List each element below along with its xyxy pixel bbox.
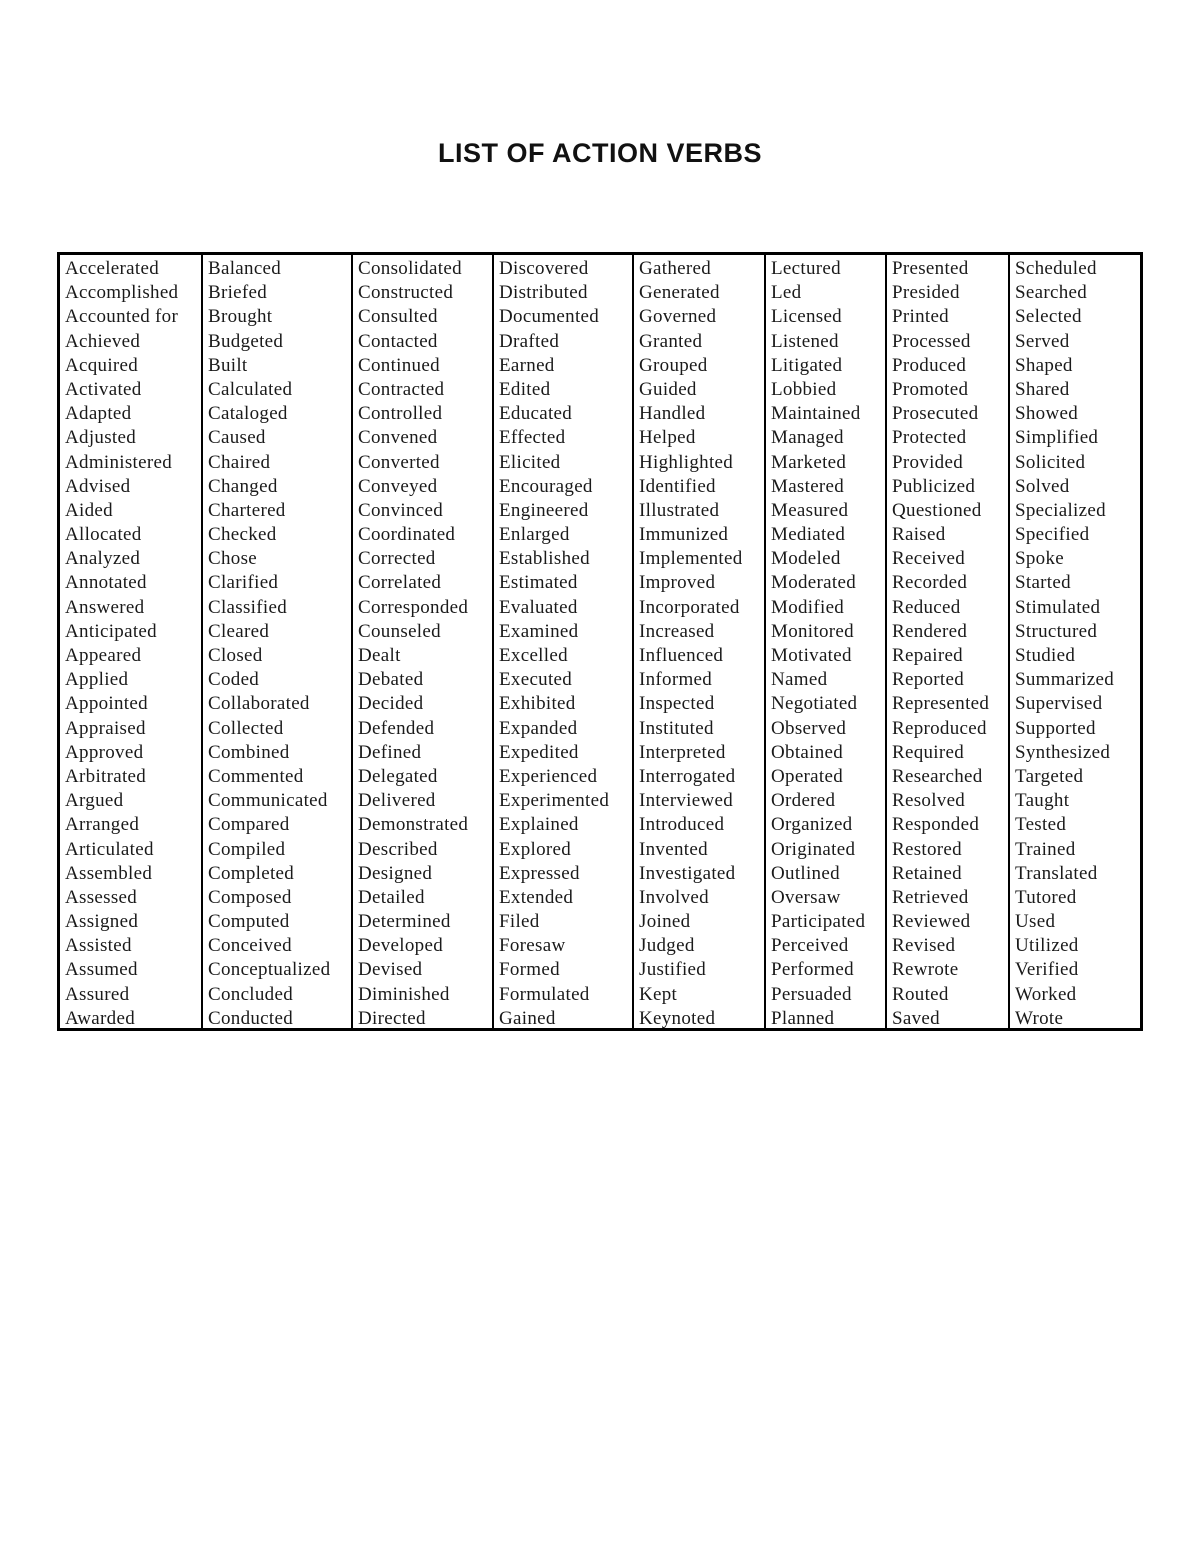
verb-item: Assessed [65, 886, 138, 908]
verb-item: Defined [358, 741, 422, 763]
verb-item: Negotiated [771, 693, 858, 715]
verb-item: Prosecuted [892, 403, 979, 425]
verb-item: Marketed [771, 451, 847, 473]
verb-item: Directed [358, 1007, 426, 1028]
verb-item: Clarified [208, 572, 279, 594]
verb-item: Acquired [65, 354, 139, 376]
verb-item: Improved [639, 572, 716, 594]
verb-item: Wrote [1015, 1007, 1064, 1028]
verb-item: Kept [639, 983, 678, 1005]
verb-item: Completed [208, 862, 295, 884]
verb-item: Trained [1015, 838, 1076, 860]
verb-item: Instituted [639, 717, 714, 739]
verb-item: Distributed [499, 282, 588, 304]
verb-item: Provided [892, 451, 964, 473]
verb-item: Convinced [358, 499, 444, 521]
verb-item: Checked [208, 524, 277, 546]
verb-item: Interrogated [639, 765, 736, 787]
verb-item: Observed [771, 717, 847, 739]
verb-item: Applied [65, 669, 129, 691]
verb-item: Edited [499, 378, 551, 400]
verb-item: Judged [639, 935, 695, 957]
verb-item: Questioned [892, 499, 982, 521]
verb-item: Specialized [1015, 499, 1106, 521]
verb-item: Repaired [892, 645, 963, 666]
verb-item: Saved [892, 1007, 940, 1028]
verb-item: Rendered [892, 620, 968, 642]
verb-item: Reviewed [892, 911, 971, 933]
verb-item: Demonstrated [358, 814, 469, 836]
verb-item: Required [892, 741, 965, 763]
verb-column-5 [634, 255, 766, 1028]
verb-item: Searched [1015, 282, 1088, 304]
verb-item: Evaluated [499, 596, 578, 618]
verb-column-4 [494, 255, 634, 1028]
verb-item: Immunized [639, 524, 729, 546]
verb-item: Moderated [771, 572, 856, 594]
verb-item: Specified [1015, 524, 1090, 546]
verb-item: Arbitrated [65, 765, 147, 787]
verb-item: Compiled [208, 838, 286, 860]
verb-item: Converted [358, 451, 440, 473]
verb-item: Presented [892, 258, 969, 279]
verb-item: Earned [499, 354, 555, 376]
verb-item: Selected [1015, 306, 1082, 328]
verb-item: Consulted [358, 306, 438, 328]
page-title: LIST OF ACTION VERBS [437, 138, 762, 168]
verb-item: Identified [639, 475, 716, 497]
verb-item: Synthesized [1015, 741, 1111, 763]
verb-item: Consolidated [358, 258, 462, 279]
verb-item: Filed [499, 911, 540, 933]
verb-item: Exhibited [499, 693, 576, 715]
verb-item: Drafted [499, 330, 560, 352]
verb-item: Appointed [65, 693, 148, 715]
verb-item: Contacted [358, 330, 438, 352]
verb-item: Devised [358, 959, 423, 981]
verb-item: Retained [892, 862, 962, 884]
verb-item: Motivated [771, 645, 852, 666]
verb-item: Modeled [771, 548, 841, 570]
verb-item: Arranged [65, 814, 140, 836]
verb-item: Engineered [499, 499, 589, 521]
verb-item: Advised [65, 475, 131, 497]
verb-item: Incorporated [639, 596, 740, 618]
verb-item: Presided [892, 282, 960, 304]
verb-item: Explored [499, 838, 572, 860]
verb-item: Influenced [639, 645, 724, 666]
verb-item: Accelerated [65, 258, 160, 279]
verb-item: Brought [208, 306, 273, 328]
verb-item: Publicized [892, 475, 976, 497]
verb-item: Modified [771, 596, 845, 618]
verb-column-3 [353, 255, 494, 1028]
verb-item: Recorded [892, 572, 968, 594]
verb-item: Showed [1015, 403, 1079, 425]
verb-item: Supervised [1015, 693, 1103, 715]
verb-item: Calculated [208, 378, 293, 400]
verb-item: Diminished [358, 983, 450, 1005]
verb-column-8 [1010, 255, 1140, 1028]
verb-item: Performed [771, 959, 854, 981]
verb-item: Educated [499, 403, 573, 425]
verb-item: Constructed [358, 282, 454, 304]
verb-item: Reproduced [892, 717, 987, 739]
verb-item: Informed [639, 669, 713, 691]
verb-item: Corrected [358, 548, 436, 570]
verb-item: Grouped [639, 354, 708, 376]
action-verb-table [57, 252, 1143, 1031]
verb-item: Joined [639, 911, 691, 933]
verb-item: Received [892, 548, 966, 570]
verb-item: Briefed [208, 282, 268, 304]
verb-column-1 [60, 255, 203, 1028]
verb-item: Built [208, 354, 248, 376]
verb-item: Classified [208, 596, 287, 618]
verb-item: Interviewed [639, 790, 734, 812]
verb-item: Perceived [771, 935, 849, 957]
verb-item: Controlled [358, 403, 443, 425]
verb-item: Delivered [358, 790, 436, 812]
verb-item: Managed [771, 427, 844, 449]
verb-item: Rewrote [892, 959, 959, 981]
verb-item: Organized [771, 814, 853, 836]
verb-item: Answered [65, 596, 145, 618]
verb-item: Implemented [639, 548, 743, 570]
verb-item: Illustrated [639, 499, 720, 521]
verb-item: Computed [208, 911, 290, 933]
verb-item: Extended [499, 886, 574, 908]
verb-item: Solicited [1015, 451, 1086, 473]
verb-item: Established [499, 548, 590, 570]
verb-item: Investigated [639, 862, 736, 884]
verb-item: Assured [65, 983, 130, 1005]
verb-item: Allocated [65, 524, 142, 546]
verb-item: Lobbied [771, 378, 837, 400]
verb-item: Shaped [1015, 354, 1073, 376]
verb-item: Analyzed [65, 548, 141, 570]
verb-item: Communicated [208, 790, 328, 812]
verb-item: Closed [208, 645, 263, 666]
verb-item: Coordinated [358, 524, 456, 546]
verb-item: Shared [1015, 378, 1070, 400]
verb-item: Taught [1015, 790, 1070, 812]
verb-item: Assumed [65, 959, 138, 981]
verb-item: Involved [639, 886, 709, 908]
verb-item: Licensed [771, 306, 842, 328]
verb-item: Changed [208, 475, 278, 497]
verb-item: Accomplished [65, 282, 179, 304]
verb-item: Detailed [358, 886, 425, 908]
verb-item: Experienced [499, 765, 598, 787]
verb-item: Stimulated [1015, 596, 1101, 618]
verb-item: Obtained [771, 741, 844, 763]
verb-item: Achieved [65, 330, 141, 352]
verb-item: Annotated [65, 572, 147, 594]
verb-item: Generated [639, 282, 720, 304]
verb-item: Aided [65, 499, 113, 521]
verb-item: Printed [892, 306, 949, 328]
verb-item: Approved [65, 741, 144, 763]
verb-item: Encouraged [499, 475, 593, 497]
verb-item: Conveyed [358, 475, 438, 497]
verb-item: Assisted [65, 935, 132, 957]
verb-item: Caused [208, 427, 266, 449]
verb-item: Collected [208, 717, 284, 739]
verb-item: Foresaw [499, 935, 566, 957]
verb-item: Experimented [499, 790, 610, 812]
verb-item: Studied [1015, 645, 1076, 666]
verb-item: Decided [358, 693, 424, 715]
verb-item: Explained [499, 814, 579, 836]
verb-item: Listened [771, 330, 839, 352]
verb-item: Persuaded [771, 983, 852, 1005]
verb-item: Maintained [771, 403, 861, 425]
verb-item: Spoke [1015, 548, 1064, 570]
verb-item: Originated [771, 838, 856, 860]
verb-item: Debated [358, 669, 424, 691]
verb-item: Convened [358, 427, 438, 449]
verb-item: Ordered [771, 790, 836, 812]
verb-item: Formed [499, 959, 560, 981]
verb-item: Administered [65, 451, 173, 473]
verb-item: Revised [892, 935, 956, 957]
verb-item: Introduced [639, 814, 725, 836]
verb-item: Defended [358, 717, 435, 739]
verb-item: Monitored [771, 620, 854, 642]
verb-item: Utilized [1015, 935, 1079, 957]
verb-item: Designed [358, 862, 433, 884]
verb-item: Researched [892, 765, 983, 787]
verb-item: Gained [499, 1007, 556, 1028]
verb-column-2 [203, 255, 353, 1028]
verb-item: Routed [892, 983, 949, 1005]
verb-item: Handled [639, 403, 706, 425]
verb-item: Tutored [1015, 886, 1077, 908]
verb-item: Structured [1015, 620, 1098, 642]
verb-item: Reduced [892, 596, 961, 618]
verb-item: Restored [892, 838, 962, 860]
verb-item: Assigned [65, 911, 139, 933]
verb-item: Retrieved [892, 886, 969, 908]
verb-item: Worked [1015, 983, 1077, 1005]
verb-item: Responded [892, 814, 980, 836]
verb-item: Articulated [65, 838, 154, 860]
verb-item: Gathered [639, 258, 712, 279]
verb-item: Raised [892, 524, 946, 546]
verb-item: Appraised [65, 717, 146, 739]
verb-item: Enlarged [499, 524, 570, 546]
verb-item: Corresponded [358, 596, 469, 618]
verb-item: Executed [499, 669, 573, 691]
verb-item: Supported [1015, 717, 1096, 739]
verb-item: Correlated [358, 572, 442, 594]
verb-item: Developed [358, 935, 443, 957]
verb-item: Started [1015, 572, 1071, 594]
verb-item: Participated [771, 911, 866, 933]
verb-item: Determined [358, 911, 451, 933]
verb-item: Delegated [358, 765, 438, 787]
verb-column-6 [766, 255, 887, 1028]
verb-item: Conceived [208, 935, 292, 957]
verb-item: Lectured [771, 258, 841, 279]
verb-item: Commented [208, 765, 304, 787]
verb-item: Led [771, 282, 802, 304]
verb-item: Adjusted [65, 427, 137, 449]
verb-item: Argued [65, 790, 124, 812]
verb-item: Mediated [771, 524, 846, 546]
verb-item: Accounted for [65, 306, 179, 328]
verb-item: Mastered [771, 475, 845, 497]
verb-item: Highlighted [639, 451, 734, 473]
verb-item: Chaired [208, 451, 271, 473]
verb-item: Inspected [639, 693, 715, 715]
verb-item: Used [1015, 911, 1056, 933]
verb-item: Awarded [65, 1007, 135, 1028]
verb-item: Reported [892, 669, 965, 691]
verb-item: Effected [499, 427, 566, 449]
verb-item: Expanded [499, 717, 578, 739]
verb-item: Balanced [208, 258, 282, 279]
verb-item: Increased [639, 620, 715, 642]
verb-item: Adapted [65, 403, 132, 425]
verb-item: Excelled [499, 645, 568, 666]
verb-item: Outlined [771, 862, 840, 884]
verb-item: Composed [208, 886, 292, 908]
verb-item: Targeted [1015, 765, 1084, 787]
verb-item: Protected [892, 427, 967, 449]
verb-item: Governed [639, 306, 717, 328]
verb-item: Compared [208, 814, 290, 836]
verb-item: Cleared [208, 620, 270, 642]
verb-item: Represented [892, 693, 990, 715]
verb-item: Conceptualized [208, 959, 331, 981]
verb-item: Activated [65, 378, 142, 400]
verb-item: Counseled [358, 620, 441, 642]
verb-item: Interpreted [639, 741, 726, 763]
verb-item: Documented [499, 306, 600, 328]
verb-column-7 [887, 255, 1010, 1028]
verb-item: Resolved [892, 790, 966, 812]
verb-item: Planned [771, 1007, 835, 1028]
verb-item: Guided [639, 378, 697, 400]
verb-item: Served [1015, 330, 1070, 352]
verb-item: Formulated [499, 983, 590, 1005]
verb-item: Justified [639, 959, 707, 981]
verb-item: Verified [1015, 959, 1079, 981]
verb-item: Invented [639, 838, 708, 860]
verb-item: Examined [499, 620, 579, 642]
verb-item: Keynoted [639, 1007, 716, 1028]
verb-item: Chose [208, 548, 257, 570]
verb-item: Discovered [499, 258, 589, 279]
verb-item: Estimated [499, 572, 578, 594]
verb-item: Assembled [65, 862, 153, 884]
verb-item: Litigated [771, 354, 843, 376]
verb-item: Coded [208, 669, 260, 691]
verb-item: Budgeted [208, 330, 284, 352]
verb-item: Oversaw [771, 886, 841, 908]
verb-item: Collaborated [208, 693, 310, 715]
verb-item: Described [358, 838, 438, 860]
verb-item: Translated [1015, 862, 1098, 884]
verb-item: Promoted [892, 378, 969, 400]
verb-item: Processed [892, 330, 971, 352]
verb-item: Contracted [358, 378, 445, 400]
verb-item: Appeared [65, 645, 142, 666]
verb-item: Expedited [499, 741, 579, 763]
verb-item: Granted [639, 330, 703, 352]
verb-item: Continued [358, 354, 440, 376]
verb-item: Dealt [358, 645, 401, 666]
verb-item: Produced [892, 354, 967, 376]
verb-item: Helped [639, 427, 696, 449]
verb-item: Combined [208, 741, 290, 763]
verb-item: Elicited [499, 451, 561, 473]
verb-item: Expressed [499, 862, 580, 884]
verb-item: Anticipated [65, 620, 157, 642]
verb-item: Cataloged [208, 403, 288, 425]
verb-item: Scheduled [1015, 258, 1097, 279]
verb-item: Solved [1015, 475, 1070, 497]
verb-item: Summarized [1015, 669, 1115, 691]
verb-item: Operated [771, 765, 844, 787]
verb-item: Conducted [208, 1007, 294, 1028]
verb-item: Tested [1015, 814, 1067, 836]
verb-item: Concluded [208, 983, 294, 1005]
verb-item: Measured [771, 499, 849, 521]
verb-item: Simplified [1015, 427, 1099, 449]
verb-item: Named [771, 669, 828, 691]
verb-item: Chartered [208, 499, 286, 521]
